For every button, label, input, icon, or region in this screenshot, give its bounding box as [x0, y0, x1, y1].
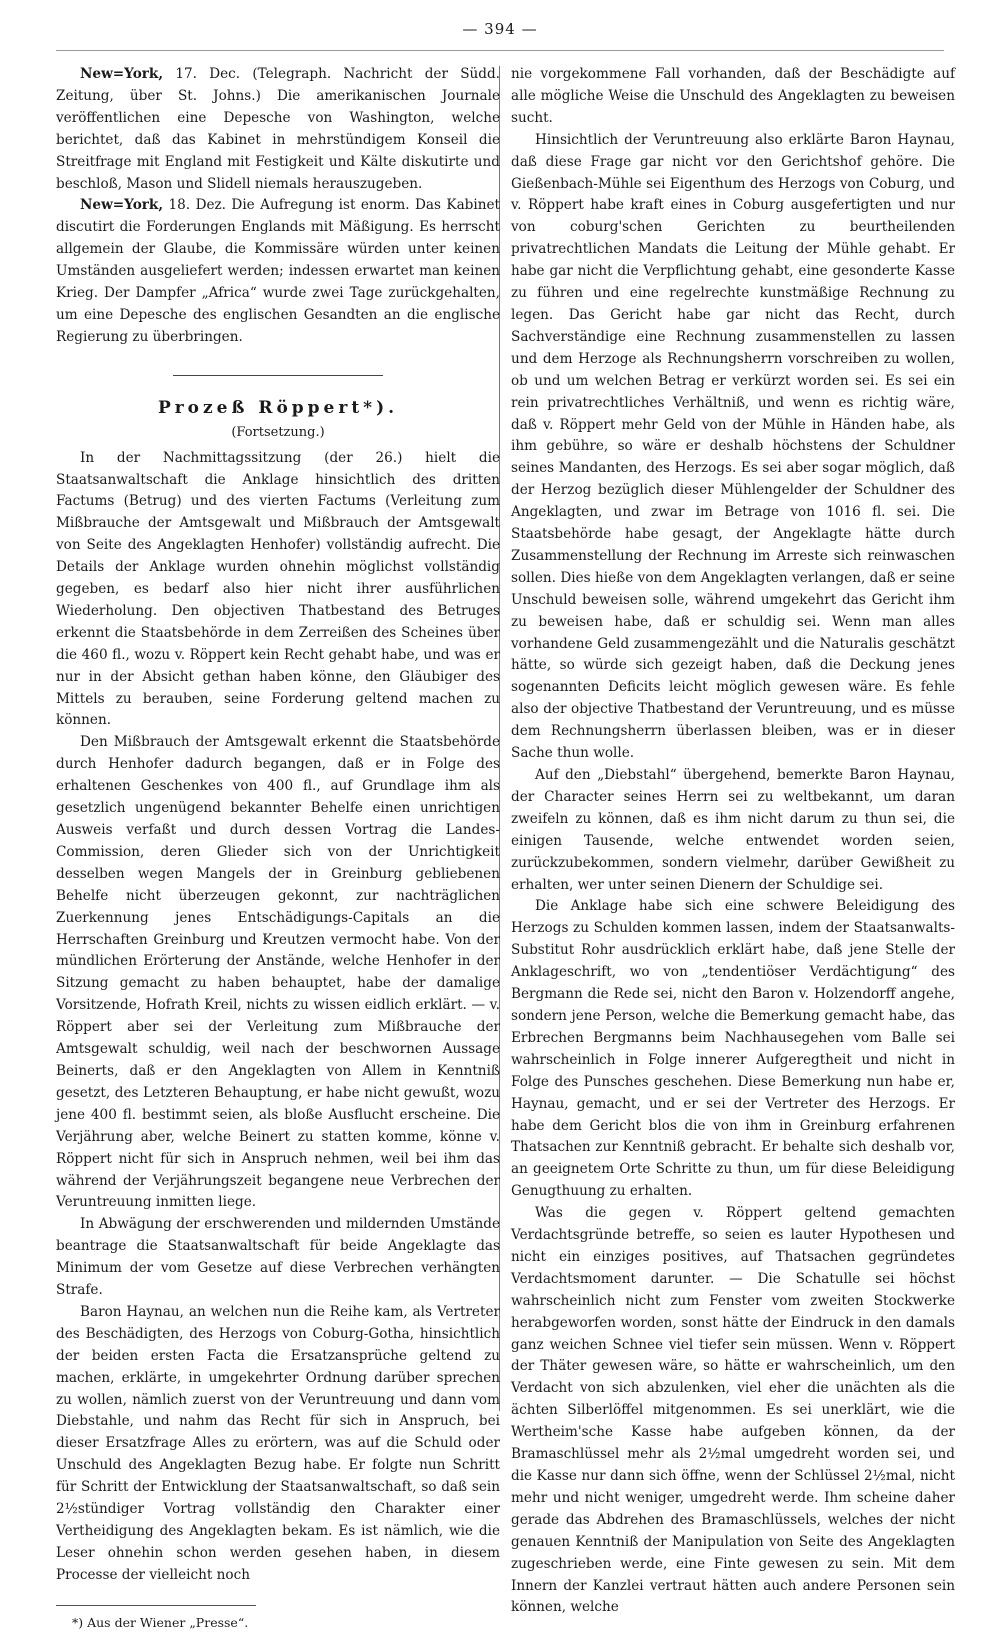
news-text-1: 17. Dec. (Telegraph. Nachricht der Südd. Zeitung, über St. Johns.) Die amerikanischen Journale veröffentlichen eine Depesche von Washington, welche berichtet, daß das Kabinet in mehrstündigem Konseil die Streitfrage mit England mit Festigkeit und Kälte diskutirte und beschloß, Mason und Slidell niemals herauszugeben. — [56, 66, 500, 192]
article-paragraph: Hinsichtlich der Veruntreuung also erklärte Baron Haynau, daß diese Frage gar nicht vor den Gerichtshof gehöre. Die Gießenbach-Mühle sei Eigenthum des Herzogs von Coburg, und v. Röppert habe kraft eines in Coburg ausgefertigten und nur von coburg'schen Gerichten zu beurtheilenden privatrechtlichen Mandats die Leitung der Mühle gehabt. Er habe gar nicht die Verpflichtung gehabt, eine gesonderte Kasse zu führen und eine regelrechte kunstmäßige Rechnung zu legen. Das Gericht habe gar nicht das Recht, durch Sachverständige eine Rechnung zusammenstellen zu lassen und dem Herzoge als Rechnungsherrn vorschreiben zu wollen, ob und um welchen Betrag er verkürzt worden sei. Es sei ein rein privatrechtliches Verhältniß, und wenn es richtig wäre, daß v. Röppert mehr Geld von der Mühle in Händen habe, als ihm gebühre, so wäre er deshalb höchstens der Schuldner seines Mandanten, des Herzogs. Es sei aber sogar möglich, daß der Herzog bezüglich dieser Mühlengelder der Schuldner des Angeklagten, und zwar im Betrage von 1016 fl. sei. Die Staatsbehörde habe gesagt, der Angeklagte hätte durch Zusammenstellung der Rechnung im Arreste sich reinwaschen sollen. Dies hieße von dem Angeklagten verlangen, daß er seine Unschuld beweisen solle, während umgekehrt das Gericht ihm zu beweisen habe, daß er schuldig sei. Wenn man alles vorhandene Geld zusammengezählt und die Naturalis geschätzt hätte, so würde sich gezeigt haben, daß die Deckung jenes sogenannten Deficits leicht möglich gewesen wäre. Es fehle also der objective Thatbestand der Veruntreuung, und es müsse dem Rechnungsherrn überlassen bleiben, was er in dieser Sache thun wolle. — [511, 131, 955, 762]
news-item-2 — [56, 195, 500, 348]
article-paragraph: Baron Haynau, an welchen nun die Reihe kam, als Vertreter des Beschädigten, des Herzogs von Coburg-Gotha, hinsichtlich der beiden ersten Facta die Ersatzansprüche geltend zu machen, erklärte, in umgekehrter Ordnung darüber sprechen zu wollen, nämlich zuerst von der Veruntreuung und dann vom Diebstahle, und nahm das Recht für sich in Anspruch, bei dieser Ersatzfrage Alles zu erörtern, was auf die Schuld oder Unschuld des Angeklagten Bezug habe. Er folgte nun Schritt für Schritt der Entwicklung der Staatsanwaltschaft, so daß sein 2½stündiger Vortrag vollständig den Charakter einer Vertheidigung des Angeklagten bekam. Es ist nämlich, wie die Leser ohnehin schon werden gesehen haben, in diesem Processe der vielleicht noch — [56, 1303, 500, 1583]
news-item-1 — [56, 64, 500, 195]
news-dateline-1: New=York, — [80, 66, 164, 82]
header-rule — [56, 50, 944, 51]
news-text-2: 18. Dez. Die Aufregung ist enorm. Das Kabinet discutirt die Forderungen Englands mit Mäßigung. Es herrscht allgemein der Glaube, die Kommissäre würden unter keinen Umständen ausgeliefert werden; indessen erwartet man keinen Krieg. Der Dampfer „Africa“ wurde zwei Tage zurückgehalten, um eine Depesche des englischen Gesandten an die englische Regierung zu überbringen. — [56, 197, 500, 345]
article-paragraph: nie vorgekommene Fall vorhanden, daß der Beschädigte auf alle mögliche Weise die Unschuld des Angeklagten zu beweisen sucht. — [511, 66, 955, 126]
article-paragraph: In Abwägung der erschwerenden und mildernden Umstände beantrage die Staatsanwaltschaft für beide Angeklagte das Minimum der vom Gesetze auf diese Verbrechen verhängten Strafe. — [56, 1216, 500, 1299]
article-paragraph: Was die gegen v. Röppert geltend gemachten Verdachtsgründe betreffe, so seien es lauter Hypothesen und nicht ein einziges positives, auf Thatsachen gegründetes Verdachtsmoment darunter. — Die Schatulle sei höchst wahrscheinlich nicht zum Fenster vom zweiten Stockwerke herabgeworfen worden, sonst hätte der Eindruck in den damals ganz weichen Schnee viel tiefer sein müssen. Wenn v. Röppert der Thäter gewesen wäre, so hätte er wahrscheinlich, um den Verdacht von sich abzulenken, viel eher die unächten als die ächten Silberlöffel mitgenommen. Es sei unerklärt, wie die Wertheim'sche Kasse habe aufgeben können, da der Bramaschlüssel mehr als 2½mal umgedreht worden sei, und die Kasse nur dann sich öffne, wenn der Schlüssel 2½mal, nicht mehr und nicht weniger, umgedreht werde. Ihm scheine daher gerade das Abdrehen des Bramaschlüssels, welches der nicht genauen Kenntniß der Manipulation von Seite des Angeklagten zugeschrieben werde, eine Finte gewesen zu sein. Mit dem Innern der Kanzlei vertraut hätten auch andere Personen sein können, welche — [511, 1205, 955, 1616]
article-subtitle: (Fortsetzung.) — [231, 424, 325, 440]
article-paragraph: Den Mißbrauch der Amtsgewalt erkennt die Staatsbehörde durch Henhofer dadurch begangen, daß er in Folge des erhaltenen Geschenkes von 400 fl., auf Grundlage ihm als gesetzlich ungenügend bekannter Behelfe einen unrichtigen Ausweis verfaßt und durch dessen Vortrag die Landes-Commission, deren Glieder sich von der Unrichtigkeit desselben wegen Mangels der in Greinburg gebliebenen Behelfe nicht überzeugen gekonnt, zur nachträglichen Zuerkennung jenes Entschädigungs-Capitals an die Herrschaften Greinburg und Kreutzen vermocht habe. Von der mündlichen Erörterung der Anstände, welche Henhofer in der Sitzung gemacht zu haben behauptet, habe der damalige Vorsitzende, Hofrath Kreil, nichts zu wissen eidlich erklärt. — v. Röppert aber sei der Verleitung zum Mißbrauche der Amtsgewalt schuldig, weil nach der beschwornen Aussage Beinerts, daß er den Angeklagten von Allem in Kenntniß gesetzt, des Letzteren Behauptung, er habe nicht gewußt, wozu jene 400 fl. bestimmt seien, als bloße Ausflucht erscheine. Die Verjährung aber, welche Beinert zu statten komme, könne v. Röppert nicht für sich in Anspruch nehmen, weil bei ihm das während der Verjährungszeit begangene neue Verbrechen der Veruntreuung inmitten liege. — [56, 734, 500, 1211]
page-number: — 394 — — [462, 20, 538, 38]
footnote: *) Aus der Wiener „Presse“. — [72, 1614, 249, 1630]
left-column — [56, 64, 500, 1634]
article-paragraph: In der Nachmittagssitzung (der 26.) hielt die Staatsanwaltschaft die Anklage hinsichtlich des dritten Factums (Betrug) und des vierten Factums (Verleitung zum Mißbrauche der Amtsgewalt und Mißbrauch der Amtsgewalt von Seite des Angeklagten Henhofer) vollständig aufrecht. Die Details der Anklage wurden ohnehin möglichst vollständig gegeben, es bedarf also hier nicht ihrer ausführlichen Wiederholung. Den objectiven Thatbestand des Betruges erkennt die Staatsbehörde in dem Zerreißen des Scheines über die 460 fl., wozu v. Röppert kein Recht gehabt habe, und was er nur in der Absicht gethan haben könne, den Gläubiger des Mittels zu berauben, seine Forderung geltend machen zu können. — [56, 449, 500, 729]
footnote-rule — [56, 1605, 256, 1606]
news-dateline-2: New=York, — [80, 197, 164, 214]
section-separator — [173, 375, 383, 376]
right-column — [511, 64, 955, 1619]
article-title: Prozeß Röppert*). — [157, 397, 399, 418]
article-paragraph: Auf den „Diebstahl“ übergehend, bemerkte Baron Haynau, der Character seines Herrn sei zu weltbekannt, um daran zweifeln zu können, daß es ihm nicht darum zu thun sei, die einigen Tausende, welche entwendet worden seien, zurückzubekommen, sondern vielmehr, darüber Gewißheit zu erhalten, wer unter seinen Dienern der Schuldige sei. — [511, 767, 955, 893]
article-paragraph: Die Anklage habe sich eine schwere Beleidigung des Herzogs zu Schulden kommen lassen, indem der Staatsanwalts-Substitut Rohr ausdrücklich erklärt habe, daß jene Stelle der Anklageschrift, wo von „tendentiöser Verdächtigung“ des Bergmann die Rede sei, nicht den Baron v. Holzendorff angehe, sondern jene Person, welche die Bemerkung gemacht habe, das Erbrechen Bergmanns beim Nachhausegehen vom Balle sei wahrscheinlich in Folge innerer Aufgeregtheit und nicht in Folge des Punsches geschehen. Diese Bemerkung nun habe er, Haynau, gemacht, und er sei der Vertreter des Herzogs. Er habe dem Gericht blos die von ihm in Greinburg erfahrenen Thatsachen zur Kenntniß gebracht. Er behalte sich deshalb vor, an geeignetem Orte Schritte zu thun, um für diese Beleidigung Genugthuung zu erhalten. — [511, 898, 955, 1200]
